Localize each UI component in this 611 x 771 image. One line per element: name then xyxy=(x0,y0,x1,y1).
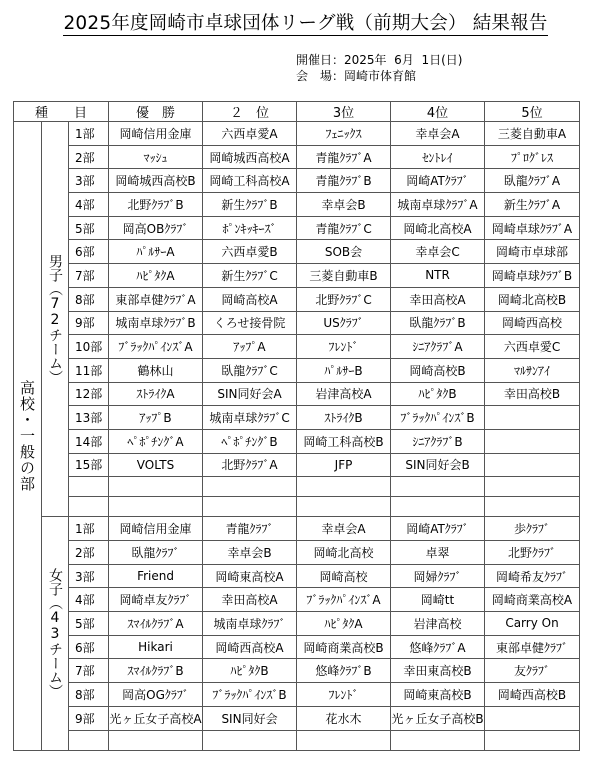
fourth-cell: 卓翠 xyxy=(391,541,485,565)
empty-cell xyxy=(485,477,580,497)
header-row xyxy=(14,102,580,122)
third-cell: ﾌｪﾆｯｸｽ xyxy=(297,122,391,146)
table-row xyxy=(14,122,580,146)
winner-cell: 臥龍ｸﾗﾌﾞ xyxy=(109,541,203,565)
second-cell: 臥龍ｸﾗﾌﾞC xyxy=(203,358,297,382)
third-cell: ｽﾄﾗｲｸB xyxy=(297,406,391,430)
fourth-cell: NTR xyxy=(391,264,485,288)
winner-cell: ﾊﾟﾙｻｰA xyxy=(109,240,203,264)
fourth-cell: 幸卓会C xyxy=(391,240,485,264)
fifth-cell xyxy=(485,406,580,430)
table-row xyxy=(14,517,580,541)
results-body xyxy=(14,122,580,751)
division-cell: 1部 xyxy=(69,122,109,146)
fourth-cell: 岡崎高校B xyxy=(391,358,485,382)
table-row xyxy=(14,635,580,659)
table-row xyxy=(14,588,580,612)
third-cell: ﾊﾋﾟﾀｸA xyxy=(297,612,391,636)
fourth-cell: ﾌﾞﾗｯｸﾊﾟｲﾝｽﾞB xyxy=(391,406,485,430)
fifth-cell: 友ｸﾗﾌﾞ xyxy=(485,659,580,683)
division-cell: 7部 xyxy=(69,264,109,288)
empty-cell xyxy=(109,730,203,750)
fourth-cell: 悠峰ｸﾗﾌﾞA xyxy=(391,635,485,659)
table-row xyxy=(14,311,580,335)
second-cell: 青龍ｸﾗﾌﾞ xyxy=(203,517,297,541)
fifth-cell: 北野ｸﾗﾌﾞ xyxy=(485,541,580,565)
fourth-cell: 岡崎tt xyxy=(391,588,485,612)
division-cell: 3部 xyxy=(69,564,109,588)
second-cell: 岡崎高校A xyxy=(203,287,297,311)
winner-cell: ﾍﾟﾎﾟﾁﾝｸﾞA xyxy=(109,429,203,453)
fourth-cell: 光ヶ丘女子高校B xyxy=(391,706,485,730)
table-row xyxy=(14,169,580,193)
third-cell: 青龍ｸﾗﾌﾞC xyxy=(297,216,391,240)
table-row xyxy=(14,264,580,288)
table-row xyxy=(14,240,580,264)
third-cell: ﾌﾞﾗｯｸﾊﾟｲﾝｽﾞA xyxy=(297,588,391,612)
date-value: 2025年 6月 1日(日) xyxy=(344,53,463,67)
third-cell: ﾌﾚﾝﾄﾞ xyxy=(297,683,391,707)
table-row xyxy=(14,612,580,636)
winner-cell: 北野ｸﾗﾌﾞB xyxy=(109,193,203,217)
third-cell: 岡崎北高校 xyxy=(297,541,391,565)
third-cell: ﾊﾟﾙｻｰB xyxy=(297,358,391,382)
winner-cell: 岡高OBｸﾗﾌﾞ xyxy=(109,216,203,240)
division-cell: 3部 xyxy=(69,169,109,193)
fourth-cell: 岡崎東高校B xyxy=(391,683,485,707)
second-cell: ﾍﾟﾎﾟﾁﾝｸﾞB xyxy=(203,429,297,453)
second-cell: 六西卓愛B xyxy=(203,240,297,264)
winner-cell: ｽﾏｲﾙｸﾗﾌﾞA xyxy=(109,612,203,636)
fourth-cell: 岡崎北高校A xyxy=(391,216,485,240)
fourth-cell: 幸田東高校B xyxy=(391,659,485,683)
empty-cell xyxy=(485,497,580,517)
empty-cell xyxy=(109,477,203,497)
third-cell: ﾌﾚﾝﾄﾞ xyxy=(297,335,391,359)
third-cell: 岡崎高校 xyxy=(297,564,391,588)
division-cell: 4部 xyxy=(69,588,109,612)
third-cell: 北野ｸﾗﾌﾞC xyxy=(297,287,391,311)
winner-cell: ｽﾏｲﾙｸﾗﾌﾞB xyxy=(109,659,203,683)
group-label: 高校・一般の部 xyxy=(14,122,42,751)
fifth-cell xyxy=(485,429,580,453)
second-cell: 幸卓会B xyxy=(203,541,297,565)
third-cell: 岡崎商業高校B xyxy=(297,635,391,659)
empty-cell xyxy=(203,477,297,497)
fifth-cell: 岡崎西高校 xyxy=(485,311,580,335)
table-row xyxy=(14,706,580,730)
winner-cell: 岡崎信用金庫 xyxy=(109,122,203,146)
fifth-cell: 岡崎北高校B xyxy=(485,287,580,311)
third-cell: USｸﾗﾌﾞ xyxy=(297,311,391,335)
table-row xyxy=(14,406,580,430)
table-row xyxy=(14,564,580,588)
fifth-cell: 岡崎商業高校A xyxy=(485,588,580,612)
division-cell: 1部 xyxy=(69,517,109,541)
winner-cell: ｽﾄﾗｲｸA xyxy=(109,382,203,406)
second-cell: 岡崎工科高校A xyxy=(203,169,297,193)
table-row xyxy=(14,145,580,169)
third-cell: 岩津高校A xyxy=(297,382,391,406)
fifth-cell: 三菱自動車A xyxy=(485,122,580,146)
fourth-cell: 岩津高校 xyxy=(391,612,485,636)
date-label: 開催日： xyxy=(296,53,345,67)
fifth-cell: ﾏﾙｻﾝｱｲ xyxy=(485,358,580,382)
third-cell: 幸卓会A xyxy=(297,517,391,541)
winner-cell: VOLTS xyxy=(109,453,203,477)
second-cell: 北野ｸﾗﾌﾞA xyxy=(203,453,297,477)
division-cell: 7部 xyxy=(69,659,109,683)
second-cell: 岡崎西高校A xyxy=(203,635,297,659)
winner-cell: ﾊﾋﾟﾀｸA xyxy=(109,264,203,288)
page-title xyxy=(0,9,611,35)
table-row xyxy=(14,683,580,707)
header-fifth: 5位 xyxy=(485,102,580,122)
division-cell: 5部 xyxy=(69,216,109,240)
empty-cell xyxy=(69,477,109,497)
second-cell: くろせ接骨院 xyxy=(203,311,297,335)
table-row xyxy=(14,358,580,382)
header-first: 優 勝 xyxy=(109,102,203,122)
empty-cell xyxy=(203,730,297,750)
header-third: 3位 xyxy=(297,102,391,122)
fifth-cell: 岡崎市卓球部 xyxy=(485,240,580,264)
winner-cell: Hikari xyxy=(109,635,203,659)
fifth-cell: 歩ｸﾗﾌﾞ xyxy=(485,517,580,541)
empty-cell xyxy=(391,477,485,497)
table-row xyxy=(14,429,580,453)
fifth-cell: Carry On xyxy=(485,612,580,636)
title-text: 2025年度岡崎市卓球団体リーグ戦（前期大会） 結果報告 xyxy=(63,13,548,34)
second-cell: ｱｯﾌﾟA xyxy=(203,335,297,359)
second-cell: 城南卓球ｸﾗﾌﾞC xyxy=(203,406,297,430)
header-category-b: 目 xyxy=(74,106,88,121)
third-cell: 三菱自動車B xyxy=(297,264,391,288)
winner-cell: ｱｯﾌﾟB xyxy=(109,406,203,430)
division-cell: 9部 xyxy=(69,706,109,730)
fifth-cell: 東部卓健ｸﾗﾌﾞ xyxy=(485,635,580,659)
winner-cell: 東部卓健ｸﾗﾌﾞA xyxy=(109,287,203,311)
winner-cell: 鶴林山 xyxy=(109,358,203,382)
header-fourth: 4位 xyxy=(391,102,485,122)
empty-cell xyxy=(297,730,391,750)
fifth-cell: 六西卓愛C xyxy=(485,335,580,359)
table-row xyxy=(14,541,580,565)
empty-row xyxy=(14,730,580,750)
fourth-cell: 幸卓会A xyxy=(391,122,485,146)
table-row xyxy=(14,382,580,406)
winner-cell: 岡崎卓友ｸﾗﾌﾞ xyxy=(109,588,203,612)
division-cell: 8部 xyxy=(69,683,109,707)
empty-cell xyxy=(391,497,485,517)
fifth-cell: 岡崎西高校B xyxy=(485,683,580,707)
third-cell: JFP xyxy=(297,453,391,477)
empty-row xyxy=(14,477,580,497)
fourth-cell: ｼﾆｱｸﾗﾌﾞA xyxy=(391,335,485,359)
fourth-cell: ｼﾆｱｸﾗﾌﾞB xyxy=(391,429,485,453)
third-cell: SOB会 xyxy=(297,240,391,264)
empty-cell xyxy=(69,730,109,750)
fifth-cell: 幸田高校B xyxy=(485,382,580,406)
fifth-cell xyxy=(485,453,580,477)
third-cell: 青龍ｸﾗﾌﾞA xyxy=(297,145,391,169)
empty-cell xyxy=(297,497,391,517)
division-cell: 6部 xyxy=(69,240,109,264)
venue-row xyxy=(296,68,462,84)
division-cell: 8部 xyxy=(69,287,109,311)
winner-cell: 光ヶ丘女子高校A xyxy=(109,706,203,730)
winner-cell: 岡高OGｸﾗﾌﾞ xyxy=(109,683,203,707)
second-cell: 岡崎城西高校A xyxy=(203,145,297,169)
fifth-cell: 岡崎希友ｸﾗﾌﾞ xyxy=(485,564,580,588)
results-table xyxy=(13,101,580,751)
fifth-cell: 岡崎卓球ｸﾗﾌﾞB xyxy=(485,264,580,288)
empty-cell xyxy=(485,730,580,750)
division-cell: 15部 xyxy=(69,453,109,477)
winner-cell: ﾏｯｼｭ xyxy=(109,145,203,169)
division-cell: 11部 xyxy=(69,358,109,382)
fifth-cell: 臥龍ｸﾗﾌﾞA xyxy=(485,169,580,193)
header-category-a: 種 xyxy=(34,106,48,121)
division-cell: 6部 xyxy=(69,635,109,659)
second-cell: 城南卓球ｸﾗﾌﾞ xyxy=(203,612,297,636)
division-cell: 10部 xyxy=(69,335,109,359)
third-cell: 青龍ｸﾗﾌﾞB xyxy=(297,169,391,193)
second-cell: ﾌﾞﾗｯｸﾊﾟｲﾝｽﾞB xyxy=(203,683,297,707)
table-row xyxy=(14,216,580,240)
third-cell: 花水木 xyxy=(297,706,391,730)
fifth-cell xyxy=(485,706,580,730)
third-cell: 悠峰ｸﾗﾌﾞB xyxy=(297,659,391,683)
division-cell: 12部 xyxy=(69,382,109,406)
winner-cell: 岡崎信用金庫 xyxy=(109,517,203,541)
women-section-label: 女子（43チーム） xyxy=(42,517,69,750)
table-row xyxy=(14,453,580,477)
empty-row xyxy=(14,497,580,517)
winner-cell: 城南卓球ｸﾗﾌﾞB xyxy=(109,311,203,335)
fourth-cell: 城南卓球ｸﾗﾌﾞA xyxy=(391,193,485,217)
fourth-cell: 岡崎ATｸﾗﾌﾞ xyxy=(391,517,485,541)
division-cell: 14部 xyxy=(69,429,109,453)
division-cell: 5部 xyxy=(69,612,109,636)
fourth-cell: ﾊﾋﾟﾀｸB xyxy=(391,382,485,406)
second-cell: SIN同好会 xyxy=(203,706,297,730)
winner-cell: Friend xyxy=(109,564,203,588)
table-row xyxy=(14,287,580,311)
table-row xyxy=(14,659,580,683)
empty-cell xyxy=(391,730,485,750)
second-cell: ﾎﾟﾝｷｯｷｰｽﾞ xyxy=(203,216,297,240)
fifth-cell: 岡崎卓球ｸﾗﾌﾞA xyxy=(485,216,580,240)
winner-cell: ﾌﾞﾗｯｸﾊﾟｲﾝｽﾞA xyxy=(109,335,203,359)
empty-cell xyxy=(203,497,297,517)
venue-value: 岡崎市体育館 xyxy=(344,69,417,83)
empty-cell xyxy=(109,497,203,517)
second-cell: SIN同好会A xyxy=(203,382,297,406)
winner-cell: 岡崎城西高校B xyxy=(109,169,203,193)
fifth-cell: 新生ｸﾗﾌﾞA xyxy=(485,193,580,217)
division-cell: 4部 xyxy=(69,193,109,217)
fourth-cell: 幸田高校A xyxy=(391,287,485,311)
division-cell: 9部 xyxy=(69,311,109,335)
division-cell: 2部 xyxy=(69,145,109,169)
header-category xyxy=(14,102,109,122)
empty-cell xyxy=(69,497,109,517)
table-row xyxy=(14,193,580,217)
fourth-cell: SIN同好会B xyxy=(391,453,485,477)
third-cell: 岡崎工科高校B xyxy=(297,429,391,453)
second-cell: 岡崎東高校A xyxy=(203,564,297,588)
date-row xyxy=(296,52,462,68)
third-cell: 幸卓会B xyxy=(297,193,391,217)
fourth-cell: ｾﾝﾄﾚｲ xyxy=(391,145,485,169)
second-cell: ﾊﾋﾟﾀｸB xyxy=(203,659,297,683)
fourth-cell: 臥龍ｸﾗﾌﾞB xyxy=(391,311,485,335)
fourth-cell: 岡崎ATｸﾗﾌﾞ xyxy=(391,169,485,193)
header-second: ２ 位 xyxy=(203,102,297,122)
division-cell: 13部 xyxy=(69,406,109,430)
division-cell: 2部 xyxy=(69,541,109,565)
fourth-cell: 岡婦ｸﾗﾌﾞ xyxy=(391,564,485,588)
second-cell: 新生ｸﾗﾌﾞC xyxy=(203,264,297,288)
second-cell: 幸田高校A xyxy=(203,588,297,612)
event-info xyxy=(296,52,462,84)
second-cell: 六西卓愛A xyxy=(203,122,297,146)
table-row xyxy=(14,335,580,359)
empty-cell xyxy=(297,477,391,497)
men-section-label: 男子（72チーム） xyxy=(42,122,69,517)
venue-label: 会 場： xyxy=(296,69,345,83)
second-cell: 新生ｸﾗﾌﾞB xyxy=(203,193,297,217)
fifth-cell: ﾌﾟﾛｸﾞﾚｽ xyxy=(485,145,580,169)
